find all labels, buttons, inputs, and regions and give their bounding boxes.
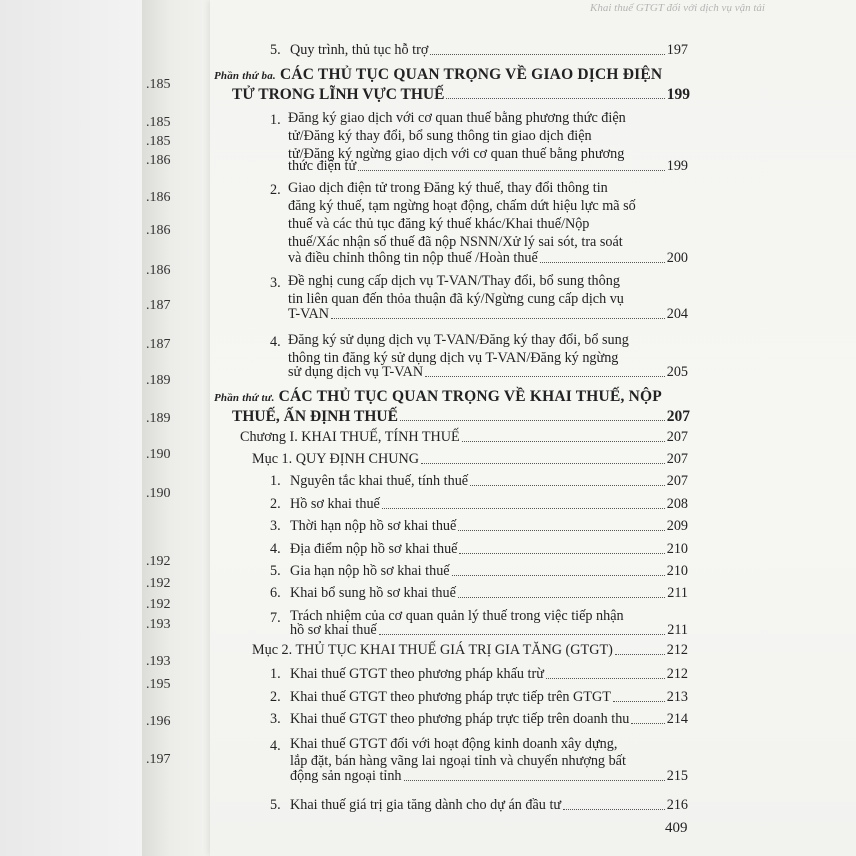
entry-title: Thời hạn nộp hồ sơ khai thuế	[290, 518, 457, 534]
toc-entry	[288, 158, 688, 175]
entry-number: 7.	[270, 610, 281, 626]
dot-leader	[462, 441, 665, 442]
left-page-number: .186	[146, 263, 171, 278]
entry-number: 1.	[270, 112, 281, 128]
dot-leader	[631, 723, 664, 724]
entry-page: 212	[666, 642, 688, 658]
entry-page: 213	[666, 689, 688, 705]
entry-title-line: thông tin đăng ký sử dụng dịch vụ T-VAN/Đăng ký ngừng	[288, 350, 619, 366]
entry-title-line: thức điện tử	[288, 158, 357, 174]
entry-page: 210	[666, 541, 688, 557]
dot-leader	[613, 701, 665, 702]
entry-title: Nguyên tắc khai thuế, tính thuế	[290, 473, 469, 489]
toc-entry	[232, 408, 690, 425]
entry-page: 207	[666, 451, 688, 467]
left-page-number: .190	[146, 447, 171, 462]
running-head: Khai thuế GTGT đối với dịch vụ vận tải	[590, 2, 765, 14]
entry-title-line: T-VAN	[288, 306, 329, 322]
entry-number: 2.	[270, 496, 281, 512]
left-page-number: .193	[146, 654, 171, 669]
left-page-number: .186	[146, 223, 171, 238]
entry-title-line: thuế và các thủ tục đăng ký thuế khác/Khai thuế/Nộp	[288, 216, 590, 232]
entry-title: Khai thuế GTGT theo phương pháp trực tiếp trên doanh thu	[290, 711, 630, 727]
entry-title-line: tin liên quan đến thỏa thuận đã ký/Ngừng cung cấp dịch vụ	[288, 291, 624, 307]
toc-entry	[290, 797, 688, 814]
toc-entry	[290, 541, 688, 558]
entry-page: 215	[666, 768, 688, 784]
toc-entry	[290, 666, 688, 683]
entry-number: 5.	[270, 42, 281, 58]
toc-entry	[240, 429, 688, 446]
entry-title-line: Giao dịch điện tử trong Đăng ký thuế, thay đổi thông tin	[288, 180, 608, 196]
background-strip	[0, 0, 142, 856]
entry-number: 5.	[270, 797, 281, 813]
left-page-number: .197	[146, 752, 171, 767]
entry-title-line: và điều chỉnh thông tin nộp thuế /Hoàn thuế	[288, 250, 538, 266]
toc-entry	[290, 711, 688, 728]
dot-leader	[425, 376, 665, 377]
part-heading	[214, 66, 662, 84]
section-title: Mục 2. THỦ TỤC KHAI THUẾ GIÁ TRỊ GIA TĂNG (GTGT)	[252, 642, 613, 658]
left-page-number: .186	[146, 153, 171, 168]
entry-number: 6.	[270, 585, 281, 601]
left-page-number: .189	[146, 411, 171, 426]
entry-title-line: Đăng ký giao dịch với cơ quan thuế bằng phương thức điện	[288, 110, 626, 126]
section-title: Mục 1. QUY ĐỊNH CHUNG	[252, 451, 419, 467]
left-page-number: .196	[146, 714, 171, 729]
left-page-number: .185	[146, 134, 171, 149]
part-title-line2: TỬ TRONG LĨNH VỰC THUẾ	[232, 86, 445, 103]
dot-leader	[379, 634, 666, 635]
dot-leader	[470, 485, 665, 486]
entry-page: 214	[666, 711, 688, 727]
entry-number: 1.	[270, 666, 281, 682]
entry-page: 216	[666, 797, 688, 813]
toc-entry	[290, 689, 688, 706]
toc-entry	[290, 563, 688, 580]
entry-number: 5.	[270, 563, 281, 579]
dot-leader	[421, 463, 665, 464]
entry-page: 211	[667, 622, 688, 638]
entry-title-line: tử/Đăng ký thay đổi, bổ sung thông tin giao dịch điện	[288, 128, 592, 144]
entry-page: 205	[666, 364, 688, 380]
dot-leader	[458, 530, 664, 531]
left-page-number: .186	[146, 190, 171, 205]
entry-title-line: sử dụng dịch vụ T-VAN	[288, 364, 424, 380]
dot-leader	[452, 575, 665, 576]
dot-leader	[358, 170, 665, 171]
entry-page: 210	[666, 563, 688, 579]
entry-title-line: hồ sơ khai thuế	[290, 622, 377, 638]
entry-page: 199	[666, 86, 690, 103]
toc-entry	[290, 473, 688, 490]
left-page-number: .187	[146, 298, 171, 313]
left-page-number: .185	[146, 115, 171, 130]
dot-leader	[382, 508, 665, 509]
toc-entry	[290, 585, 688, 602]
entry-number: 3.	[270, 275, 281, 291]
dot-leader	[459, 553, 664, 554]
toc-entry	[252, 642, 688, 659]
entry-title-line: Đề nghị cung cấp dịch vụ T-VAN/Thay đổi, bổ sung thông	[288, 273, 620, 289]
entry-number: 4.	[270, 334, 281, 350]
toc-entry	[288, 364, 688, 381]
entry-title: Hồ sơ khai thuế	[290, 496, 380, 512]
entry-title-line: thuế/Xác nhận số thuế đã nộp NSNN/Xử lý sai sót, tra soát	[288, 234, 623, 250]
entry-number: 3.	[270, 711, 281, 727]
entry-title: Gia hạn nộp hồ sơ khai thuế	[290, 563, 450, 579]
dot-leader	[458, 597, 665, 598]
dot-leader	[563, 809, 665, 810]
left-page-number: .195	[146, 677, 171, 692]
part-label: Phần thứ ba.	[214, 70, 276, 82]
toc-entry	[290, 496, 688, 513]
entry-number: 4.	[270, 738, 281, 754]
entry-title-line: tử/Đăng ký ngừng giao dịch với cơ quan thuế bằng phương	[288, 146, 625, 162]
entry-title: Khai thuế GTGT theo phương pháp khấu trừ	[290, 666, 544, 682]
part-title-line1: CÁC THỦ TỤC QUAN TRỌNG VỀ KHAI THUẾ, NỘP	[278, 388, 662, 405]
entry-title-line: động sản ngoại tỉnh	[290, 768, 402, 784]
toc-entry	[290, 518, 688, 535]
left-page-number: .192	[146, 554, 171, 569]
entry-page: 204	[666, 306, 688, 322]
entry-title-line: Trách nhiệm của cơ quan quản lý thuế trong việc tiếp nhận	[290, 608, 624, 624]
entry-page: 199	[666, 158, 688, 174]
entry-page: 212	[666, 666, 688, 682]
entry-number: 2.	[270, 182, 281, 198]
left-page-number: .190	[146, 486, 171, 501]
left-page-number: .185	[146, 77, 171, 92]
entry-page: 207	[666, 408, 690, 425]
left-page-number: .187	[146, 337, 171, 352]
toc-entry	[290, 622, 688, 639]
entry-page: 197	[666, 42, 688, 58]
left-page-number: .189	[146, 373, 171, 388]
left-page-number: .192	[146, 597, 171, 612]
part-title-line1: CÁC THỦ TỤC QUAN TRỌNG VỀ GIAO DỊCH ĐIỆN	[279, 66, 663, 83]
dot-leader	[430, 54, 664, 55]
right-page	[210, 0, 856, 856]
entry-number: 4.	[270, 541, 281, 557]
entry-title: Quy trình, thủ tục hỗ trợ	[290, 42, 429, 58]
dot-leader	[446, 98, 664, 99]
entry-title-line: Khai thuế GTGT đối với hoạt động kinh doanh xây dựng,	[290, 736, 618, 752]
entry-title-line: đăng ký thuế, tạm ngừng hoạt động, chấm dứt hiệu lực mã số	[288, 198, 636, 214]
entry-page: 211	[667, 585, 688, 601]
left-page-number: .193	[146, 617, 171, 632]
dot-leader	[404, 780, 665, 781]
entry-title-line: lắp đặt, bán hàng vãng lai ngoại tỉnh và chuyển nhượng bất	[290, 753, 626, 769]
part-heading	[214, 388, 662, 406]
dot-leader	[400, 420, 665, 421]
entry-page: 207	[666, 473, 688, 489]
entry-title-line: Đăng ký sử dụng dịch vụ T-VAN/Đăng ký thay đổi, bổ sung	[288, 332, 629, 348]
entry-title: Khai thuế GTGT theo phương pháp trực tiếp trên GTGT	[290, 689, 611, 705]
chapter-title: Chương I. KHAI THUẾ, TÍNH THUẾ	[240, 429, 460, 445]
part-title-line2: THUẾ, ẤN ĐỊNH THUẾ	[232, 408, 398, 425]
toc-entry	[288, 250, 688, 267]
dot-leader	[331, 318, 665, 319]
entry-page: 208	[666, 496, 688, 512]
entry-number: 2.	[270, 689, 281, 705]
entry-page: 209	[666, 518, 688, 534]
entry-title: Địa điểm nộp hồ sơ khai thuế	[290, 541, 458, 557]
toc-entry	[288, 306, 688, 323]
toc-entry	[232, 86, 690, 103]
entry-page: 207	[666, 429, 688, 445]
toc-entry	[252, 451, 688, 468]
entry-page: 200	[666, 250, 688, 266]
entry-number: 1.	[270, 473, 281, 489]
part-label: Phần thứ tư.	[214, 392, 275, 404]
dot-leader	[540, 262, 665, 263]
entry-number: 3.	[270, 518, 281, 534]
entry-title: Khai thuế giá trị gia tăng dành cho dự án đầu tư	[290, 797, 562, 813]
dot-leader	[615, 654, 665, 655]
toc-entry	[290, 768, 688, 785]
toc-entry	[290, 42, 688, 59]
dot-leader	[546, 678, 665, 679]
page-number: 409	[665, 820, 688, 836]
left-page-number: .192	[146, 576, 171, 591]
entry-title: Khai bổ sung hồ sơ khai thuế	[290, 585, 456, 601]
